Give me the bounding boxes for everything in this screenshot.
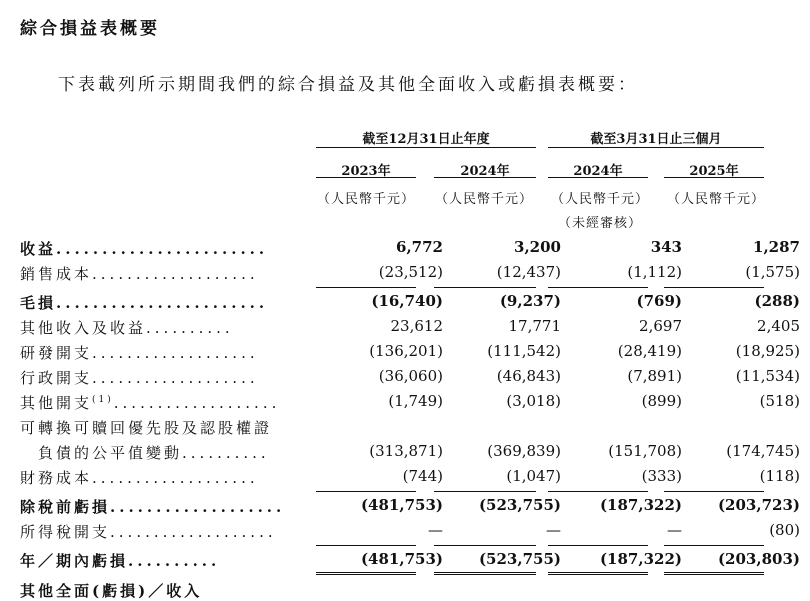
cell-value: (481,753): [360, 550, 443, 568]
table-row: [20, 442, 800, 468]
cell-value: (1,112): [627, 263, 682, 281]
cell-value: (313,871): [369, 442, 443, 460]
cell-value: 2,405: [757, 317, 800, 335]
table-row: [20, 292, 800, 318]
cell-value: 2,697: [639, 317, 682, 335]
subtotal-rule: [434, 287, 536, 288]
cell-value: (16,740): [371, 292, 443, 310]
total-double-rule: [316, 572, 416, 575]
subtotal-rule: [316, 545, 416, 546]
cell-value: (174,745): [726, 442, 800, 460]
column-header-2024-q1: 2024年: [548, 160, 648, 178]
table-row: [20, 317, 800, 343]
subtotal-rule: [664, 545, 764, 546]
cell-value: (518): [759, 392, 800, 410]
intro-text: 下表載列所示期間我們的綜合損益及其他全面收入或虧損表概要：: [58, 75, 638, 95]
cell-value: (118): [759, 467, 800, 485]
subtotal-rule: [316, 287, 416, 288]
cell-value: (1,575): [745, 263, 800, 281]
cell-value: (187,322): [599, 496, 682, 514]
cell-value: (151,708): [608, 442, 682, 460]
cell-value: (1,047): [506, 467, 561, 485]
table-row: [20, 367, 800, 393]
cell-value: (9,237): [499, 292, 561, 310]
row-label: 所得稅開支...................: [20, 523, 277, 541]
row-label: 銷售成本...................: [20, 265, 259, 283]
subtotal-rule: [548, 545, 648, 546]
subtotal-rule: [664, 491, 764, 492]
table-row: [20, 521, 800, 547]
subtotal-rule: [434, 545, 536, 546]
column-header-2025-q1: 2025年: [664, 160, 764, 178]
subtotal-rule: [548, 287, 648, 288]
table-row: [20, 417, 800, 443]
cell-value: (111,542): [487, 342, 561, 360]
row-label: 負債的公平值變動..........: [38, 444, 270, 462]
subtotal-rule: [434, 491, 536, 492]
cell-value: (187,322): [599, 550, 682, 568]
cell-value: (18,925): [735, 342, 800, 360]
subtotal-rule: [664, 287, 764, 288]
cell-value: (481,753): [360, 496, 443, 514]
row-label: 行政開支...................: [20, 369, 259, 387]
table-row: [20, 467, 800, 493]
cell-value: (288): [754, 292, 800, 310]
row-label: 毛損.......................: [20, 294, 269, 312]
row-label: 研發開支...................: [20, 344, 259, 362]
table-row: [20, 238, 800, 264]
column-unit: （人民幣千元）: [434, 192, 533, 207]
table-row: [20, 263, 800, 289]
row-label: 其他開支$^{(1)}$...................: [20, 394, 281, 412]
cell-value: (46,843): [496, 367, 561, 385]
cell-value: 6,772: [396, 238, 443, 256]
row-label: 年／期內虧損..........: [20, 552, 221, 570]
cell-value: (11,534): [735, 367, 800, 385]
cell-value: 1,287: [753, 238, 800, 256]
row-label: 可轉換可贖回優先股及認股權證: [20, 419, 273, 437]
cell-value: (369,839): [487, 442, 561, 460]
column-header-2023: 2023年: [316, 160, 416, 178]
cell-value: (12,437): [496, 263, 561, 281]
cell-value: (899): [641, 392, 682, 410]
cell-value: (23,512): [378, 263, 443, 281]
cell-value: 23,612: [390, 317, 443, 335]
cell-value: (7,891): [627, 367, 682, 385]
group-header-fiscal-year: 截至12月31日止年度: [316, 128, 536, 148]
cell-value: (523,755): [478, 496, 561, 514]
column-unit: （人民幣千元）: [666, 192, 765, 207]
cell-value: (80): [769, 521, 800, 539]
unaudited-note: （未經審核）: [557, 216, 642, 231]
column-header-2024: 2024年: [434, 160, 536, 178]
section-title: 綜合損益表概要: [20, 19, 160, 39]
total-double-rule: [664, 572, 764, 575]
total-double-rule: [548, 572, 648, 575]
cell-value: 343: [650, 238, 682, 256]
table-row: [20, 496, 800, 522]
column-unit: （人民幣千元）: [550, 192, 649, 207]
cell-value: (136,201): [369, 342, 443, 360]
cell-value: —: [546, 521, 561, 539]
cell-value: —: [428, 521, 443, 539]
cell-value: (1,749): [388, 392, 443, 410]
cell-value: 17,771: [508, 317, 561, 335]
row-label: 財務成本...................: [20, 469, 259, 487]
cell-value: (28,419): [617, 342, 682, 360]
table-row: [20, 342, 800, 368]
group-header-three-months: 截至3月31日止三個月: [548, 128, 764, 148]
cell-value: (3,018): [506, 392, 561, 410]
cell-value: —: [667, 521, 682, 539]
cell-value: (203,803): [717, 550, 800, 568]
row-label: 收益.......................: [20, 240, 269, 258]
cell-value: (333): [641, 467, 682, 485]
cell-value: (769): [636, 292, 682, 310]
subtotal-rule: [548, 491, 648, 492]
cell-value: (36,060): [378, 367, 443, 385]
cell-value: (523,755): [478, 550, 561, 568]
row-label: 其他收入及收益..........: [20, 319, 234, 337]
footnote-marker: (1): [92, 395, 114, 405]
row-label: 除稅前虧損...................: [20, 498, 286, 516]
subtotal-rule: [316, 491, 416, 492]
total-double-rule: [434, 572, 536, 575]
cell-value: (203,723): [717, 496, 800, 514]
next-section-title-cut: 其他全面(虧損)／收入: [20, 582, 203, 600]
column-unit: （人民幣千元）: [316, 192, 415, 207]
cell-value: 3,200: [514, 238, 561, 256]
cell-value: (744): [402, 467, 443, 485]
table-row: [20, 392, 800, 418]
